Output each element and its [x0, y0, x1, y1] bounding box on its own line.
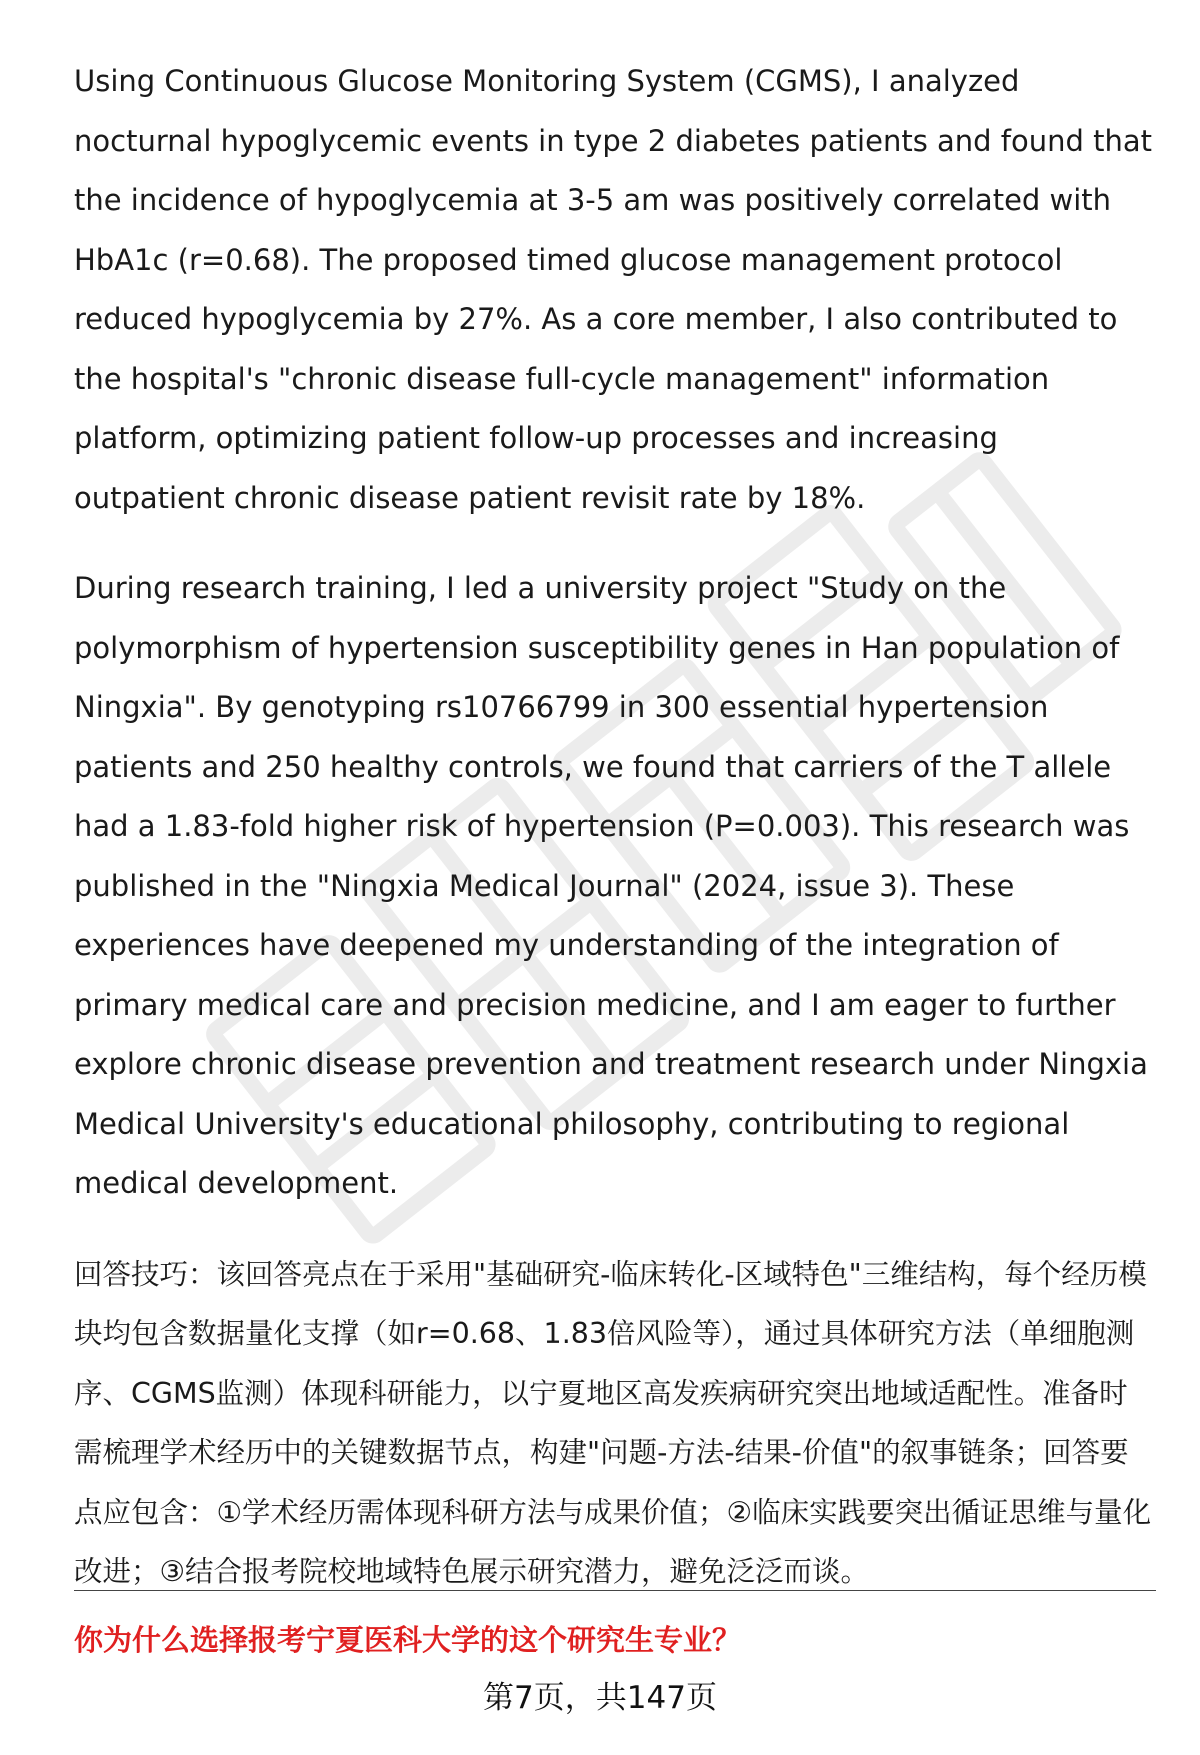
body-paragraph-1: Using Continuous Glucose Monitoring System (CGMS), I analyzed nocturnal hypoglycemic events in type 2 diabetes patients and found that the incidence of hypoglycemia at 3-5 am was positively correlated with HbA1c (r=0.68). The proposed timed glucose management protocol reduced hypoglycemia by 27%. As a core member, I also contributed to the hospital's "chronic disease full-cycle management" information platform, optimizing patient follow-up processes and increasing outpatient chronic disease patient revisit rate by 18%.: [74, 64, 1153, 515]
document-body: [74, 52, 1154, 1630]
page-number: 第7页，共147页: [483, 1680, 717, 1716]
next-question-heading: 你为什么选择报考宁夏医科大学的这个研究生专业？: [74, 1623, 742, 1657]
answer-tips-paragraph: 回答技巧：该回答亮点在于采用"基础研究-临床转化-区域特色"三维结构，每个经历模块均包含数据量化支撑（如r=0.68、1.83倍风险等），通过具体研究方法（单细胞测序、CGMS监测）体现科研能力，以宁夏地区高发疾病研究突出地域适配性。准备时需梳理学术经历中的关键数据节点，构建"问题-方法-结果-价值"的叙事链条；回答要点应包含：①学术经历需体现科研方法与成果价值；②临床实践要突出循证思维与量化改进；③结合报考院校地域特色展示研究潜力，避免泛泛而谈。: [74, 1257, 1152, 1588]
section-divider: [74, 1590, 1156, 1591]
body-paragraph-2: During research training, I led a university project "Study on the polymorphism of hypertension susceptibility genes in Han population of Ningxia". By genotyping rs10766799 in 300 essential hypertension patients and 250 healthy controls, we found that carriers of the T allele had a 1.83-fold higher risk of hypertension (P=0.003). This research was published in the "Ningxia Medical Journal" (2024, issue 3). These experiences have deepened my understanding of the integration of primary medical care and precision medicine, and I am eager to further explore chronic disease prevention and treatment research under Ningxia Medical University's educational philosophy, contributing to regional medical development.: [74, 571, 1148, 1200]
